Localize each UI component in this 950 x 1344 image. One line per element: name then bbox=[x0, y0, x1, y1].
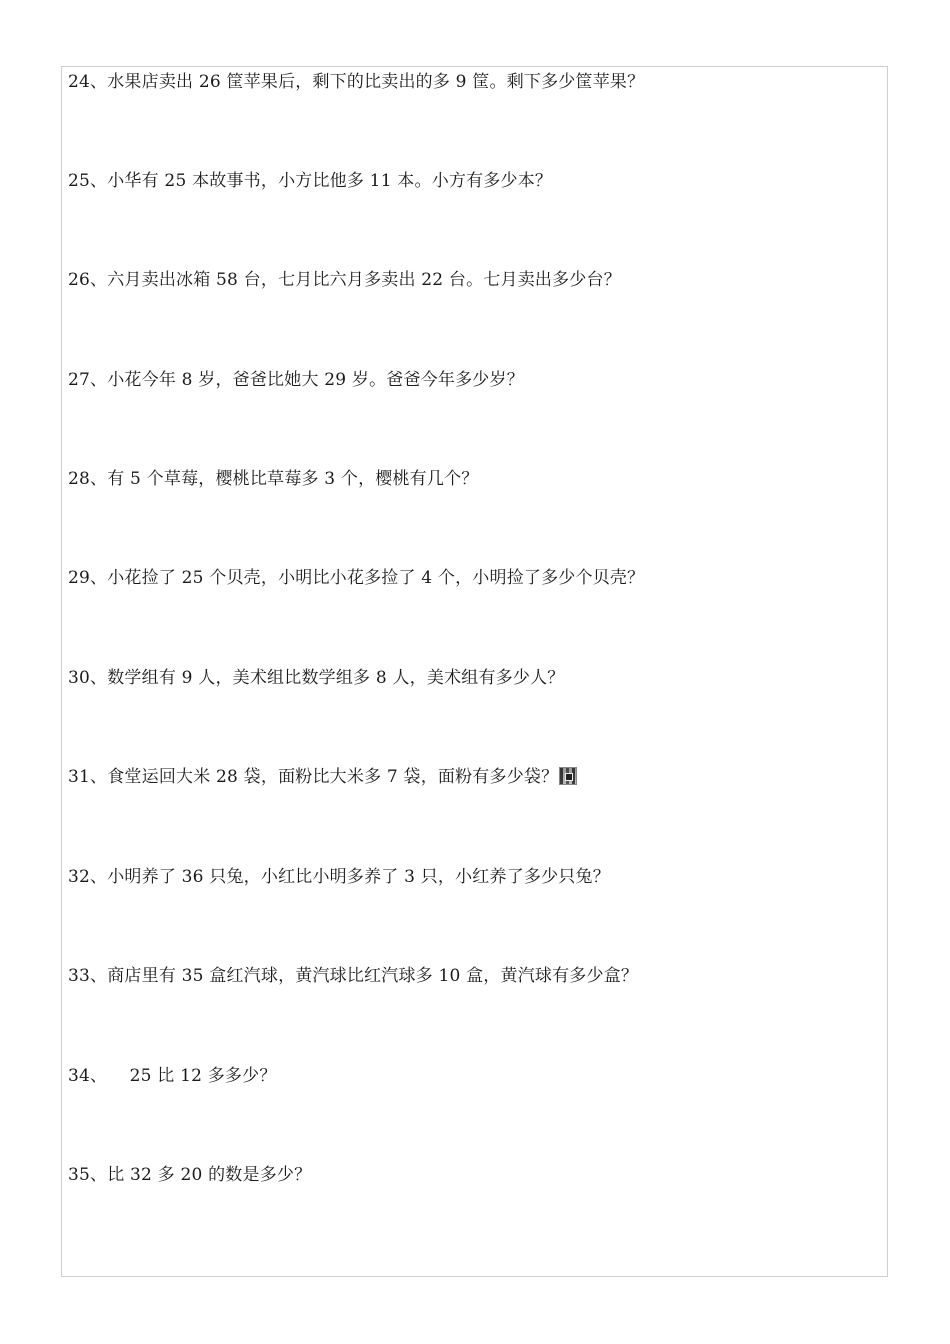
question-29: 29、小花捡了 25 个贝壳，小明比小花多捡了 4 个，小明捡了多少个贝壳？ bbox=[68, 568, 645, 588]
qr-code-icon bbox=[559, 767, 577, 785]
question-35: 35、比 32 多 20 的数是多少？ bbox=[68, 1165, 312, 1185]
question-27: 27、小花今年 8 岁，爸爸比她大 29 岁。爸爸今年多少岁？ bbox=[68, 370, 524, 390]
question-25: 25、小华有 25 本故事书，小方比他多 11 本。小方有多少本？ bbox=[68, 171, 553, 191]
question-34: 34、 25 比 12 多多少？ bbox=[68, 1066, 277, 1086]
question-33: 33、商店里有 35 盒红汽球，黄汽球比红汽球多 10 盒，黄汽球有多少盒？ bbox=[68, 966, 639, 986]
question-26: 26、六月卖出冰箱 58 台，七月比六月多卖出 22 台。七月卖出多少台？ bbox=[68, 270, 621, 290]
question-30: 30、数学组有 9 人，美术组比数学组多 8 人，美术组有多少人？ bbox=[68, 668, 565, 688]
question-24: 24、水果店卖出 26 筐苹果后，剩下的比卖出的多 9 筐。剩下多少筐苹果？ bbox=[68, 72, 645, 92]
question-28: 28、有 5 个草莓，樱桃比草莓多 3 个，樱桃有几个？ bbox=[68, 469, 479, 489]
question-32: 32、小明养了 36 只兔，小红比小明多养了 3 只，小红养了多少只兔？ bbox=[68, 867, 610, 887]
question-31: 31、食堂运回大米 28 袋，面粉比大米多 7 袋，面粉有多少袋？ bbox=[68, 765, 577, 789]
